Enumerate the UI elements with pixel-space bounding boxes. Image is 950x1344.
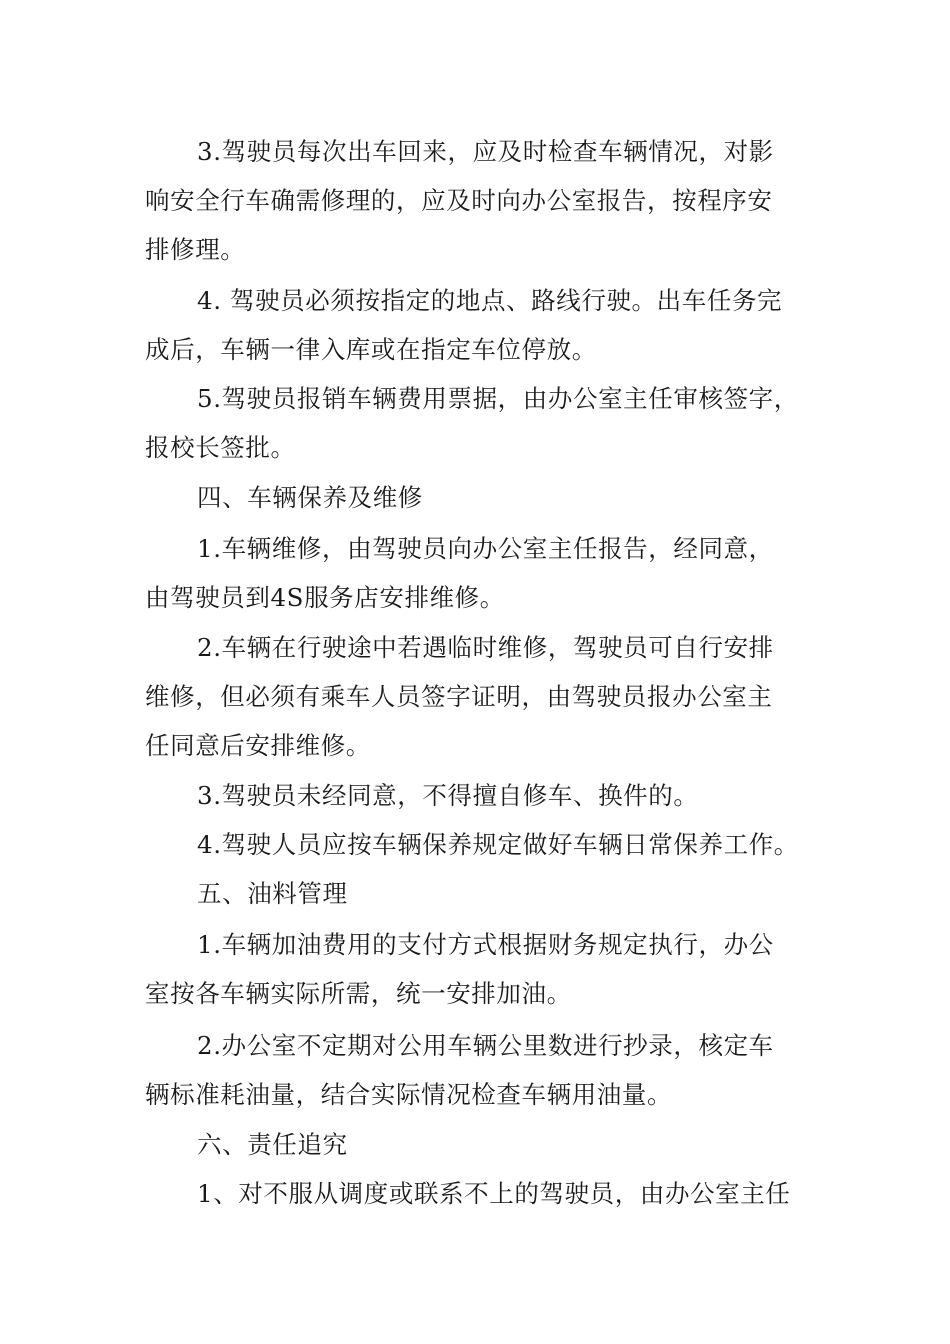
paragraph-line: 任同意后安排维修。 xyxy=(145,731,371,760)
paragraph-line: 室按各车辆实际所需，统一安排加油。 xyxy=(145,979,572,1008)
paragraph-line: 响安全行车确需修理的，应及时向办公室报告，按程序安 xyxy=(145,186,773,215)
paragraph-line: 1.车辆维修，由驾驶员向办公室主任报告，经同意， xyxy=(197,534,774,563)
paragraph-line: 排修理。 xyxy=(145,235,246,264)
paragraph-line: 2.车辆在行驶途中若遇临时维修，驾驶员可自行安排 xyxy=(197,633,774,662)
paragraph-line: 5.驾驶员报销车辆费用票据，由办公室主任审核签字， xyxy=(197,384,799,413)
section-heading: 四、车辆保养及维修 xyxy=(197,483,423,512)
paragraph-line: 1、对不服从调度或联系不上的驾驶员，由办公室主任 xyxy=(197,1179,791,1208)
paragraph-line: 2.办公室不定期对公用车辆公里数进行抄录，核定车 xyxy=(197,1031,774,1060)
paragraph-line: 3.驾驶员每次出车回来，应及时检查车辆情况，对影 xyxy=(197,137,774,166)
paragraph-line: 3.驾驶员未经同意，不得擅自修车、换件的。 xyxy=(197,781,699,810)
paragraph-line: 4.驾驶人员应按车辆保养规定做好车辆日常保养工作。 xyxy=(197,830,799,859)
paragraph-line: 辆标准耗油量，结合实际情况检查车辆用油量。 xyxy=(145,1080,673,1109)
paragraph-line: 1.车辆加油费用的支付方式根据财务规定执行，办公 xyxy=(197,930,774,959)
section-heading: 五、油料管理 xyxy=(197,879,348,908)
paragraph-line: 维修，但必须有乘车人员签字证明，由驾驶员报办公室主 xyxy=(145,682,773,711)
paragraph-line: 成后，车辆一律入库或在指定车位停放。 xyxy=(145,335,597,364)
paragraph-line: 4. 驾驶员必须按指定的地点、路线行驶。出车任务完 xyxy=(197,286,783,315)
paragraph-line: 报校长签批。 xyxy=(145,433,296,462)
paragraph-line: 由驾驶员到4S服务店安排维修。 xyxy=(145,583,505,612)
section-heading: 六、责任追究 xyxy=(197,1130,348,1159)
